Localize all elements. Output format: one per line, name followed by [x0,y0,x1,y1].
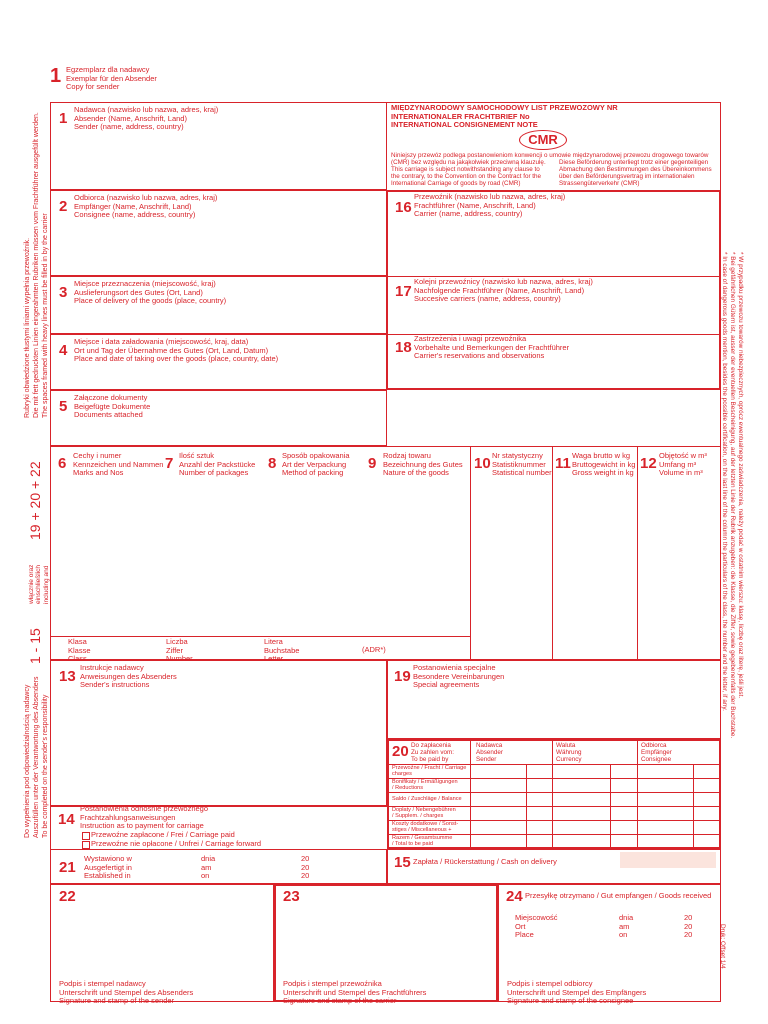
box-24-number: 24 [506,888,523,905]
box-23-carrier-signature[interactable] [274,884,498,1006]
box-11-label: Waga brutto w kg Bruttogewicht in kg Gross weight in kg [572,451,636,478]
box-5-documents-attached[interactable] [50,390,387,446]
right-note-pl: * W przypadku przewozu towarów niebezpiecznych, oprócz ewentualnego zaświadczenia, należy podać w ostatnim wierszu: klasę, liczbę oraz literę, jeśli jest. [737,252,744,699]
box-8-label: Sposób opakowania Art der Verpackung Method of packing [282,451,350,478]
box-10-label: Nr statystyczny Statistiknummer Statistical number [492,451,552,478]
box-2-label: Odbiorca (nazwisko lub nazwa, adres, kraj) Empfänger (Name, Anschrift, Land) Consignee (name, address, country) [74,193,218,220]
header [387,102,721,190]
box-18-carrier-reservations[interactable] [387,334,721,390]
box-5-number: 5 [59,398,68,415]
divider [50,636,470,637]
divider [637,739,638,849]
box-20-col-currency: Waluta Währung Currency [556,742,582,763]
margin-including: włącznie oraz einschließlich including and [28,564,50,604]
box-4-label: Miejsce i data załadowania (miejscowość, kraj, data) Ort und Tag der Übernahme des Gutes (Ort, Land, Datum) Place and date of taking over the goods (place, country, date) [74,337,279,364]
form-title: MIĘDZYNARODOWY SAMOCHODOWY LIST PRZEWOZOWY NR INTERNATIONALER FRACHTBRIEF No INTERNATIONAL CONSIGNEMENT NOTE [391,103,618,130]
divider [470,446,471,660]
margin-range-1-15: 1 - 15 [27,628,43,664]
box-24-year-label: 20 20 20 [684,913,693,940]
box-22-number: 22 [59,888,76,905]
box-24-date-label: dnia am on [619,913,634,940]
box-6-number: 6 [58,455,67,472]
margin-note-sender-pl: Do wypełnienia pod odpowiedzialnością nadawcy [24,684,31,838]
box-1-sender[interactable] [50,102,387,190]
box-13-sender-instructions[interactable] [50,660,387,806]
box-21-year-label: 20 20 20 [301,854,310,881]
box-17-label: Kolejni przewoźnicy (nazwisko lub nazwa, adres, kraj) Nachfolgende Frachtführer (Name, Anschrift, Land) Succesive carriers (name, address, country) [414,277,593,304]
box-18-label: Zastrzeżenia i uwagi przewoźnika Vorbehalte und Bemerkungen der Frachtführer Carrier's reservations and observations [414,334,570,361]
box-20-row-reductions: Bonifikaty / Ermäßigungen / Reductions [392,779,458,792]
box-12-number: 12 [640,455,657,472]
box-17-number: 17 [395,283,412,300]
margin-note-carrier-pl: Rubryki obwiedzione tłustymi liniami wypełnia przewoźnik. [24,237,31,418]
box-3-label: Miejsce przeznaczenia (miejscowość, kraj) Auslieferungsort des Gutes (Ort, Land) Place of delivery of the goods (place, country) [74,279,227,306]
carriage-forward-checkbox[interactable] [82,841,90,849]
box-16-number: 16 [395,199,412,216]
divider [552,446,553,660]
box-20-row-carriage: Przewoźne / Fracht / Carriage charges [392,765,467,778]
box-10-number: 10 [474,455,491,472]
box-7-number: 7 [165,455,174,472]
box-24-label: Przesyłkę otrzymano / Gut empfangen / Goods received [525,891,712,900]
divider [610,764,611,849]
box-4-place-date-taking-over[interactable] [50,334,387,390]
box-20-row-miscellaneous: Koszty dodatkowe / Sonst- stiges / Miscellaneous + [392,821,459,834]
box-20-col-consignee: Odbiorca Empfänger Consignee [641,742,672,763]
box-24-signature-label: Podpis i stempel odbiorcy Unterschrift und Stempel des Empfängers Signature and stamp of the consignee [507,979,647,1006]
margin-range-19-20-22: 19 + 20 + 22 [27,461,43,540]
box-15-number: 15 [394,854,411,871]
divider [637,446,638,660]
box-16-carrier[interactable] [387,190,721,276]
box-8-number: 8 [268,455,277,472]
box-21-established[interactable] [50,849,387,884]
box-18-number: 18 [395,339,412,356]
box-7-label: Ilość sztuk Anzahl der Packstücke Number of packages [179,451,256,478]
divider [552,739,553,849]
divider [470,739,471,849]
box-21-number: 21 [59,859,76,876]
box-4-number: 4 [59,342,68,359]
box-21-date-label: dnia am on [201,854,216,881]
box-1-label: Nadawca (nazwisko lub nazwa, adres, kraj) Absender (Name, Anschrift, Land) Sender (name, address, country) [74,105,219,132]
adr-number-label: Liczba Ziffer Number [166,637,193,664]
copy-label: Egzemplarz dla nadawcy Exemplar für den Absender Copy for sender [66,65,157,92]
box-9-number: 9 [368,455,377,472]
box-23-label: Podpis i stempel przewoźnika Unterschrift und Stempel des Frachtführers Signature and stamp of the carrier [283,979,427,1006]
box-24-goods-received[interactable] [498,884,721,1006]
margin-note-sender-de: Auszufüllen unter der Verantwortung des Absenders [33,676,40,838]
box-6-label: Cechy i numer Kennzeichen und Nammen Marks and Nos [73,451,164,478]
box-11-number: 11 [555,455,571,472]
box-22-sender-signature[interactable] [50,884,274,1006]
carriage-paid-checkbox[interactable] [82,832,90,840]
box-1-number: 1 [59,110,68,127]
cod-amount-field[interactable] [620,852,716,868]
right-note-de: * Bei gefährlichen Gütern ist, ausser der eventuellen Bescheinigung, auf der letzten Linie der Rubrik anzugeben: die Klasse, die Ziffer, sowie gegebenenfalls der Buchstabe. [729,252,736,739]
divider [387,792,721,793]
box-20-label: Do zapłacenia Zu zahlen vom: To be paid by [411,742,455,763]
carriage-forward-label: Przewoźne nie opłacone / Unfrei / Carriage forward [91,839,262,848]
carriage-paid-label: Przewoźne zapłacone / Frei / Carriage paid [91,830,235,839]
adr-letter-label: Litera Buchstabe Letter [264,637,300,664]
box-5-label: Załączone dokumenty Beigefügte Dokumente Documents attached [74,393,151,420]
convention-note-de: Diese Beförderung unterliegt trotz einer gegenteiligen Abmachung den Bestimmungen des Übereinkommens über den Beförderungsvertrag im internationalen Strassengüterverkehr (CMR) [559,159,712,187]
margin-note-carrier-de: Die mit fett gedruckten Linien eingerahmten Rubriken müssen vom Frachtführer ausgefüllt werden. [33,112,40,418]
margin-note-carrier-en: The spaces framed with heavy lines must be filled in by the carrier [42,213,49,418]
box-19-number: 19 [394,668,411,685]
box-3-place-of-delivery[interactable] [50,276,387,334]
divider [526,764,527,849]
box-15-cash-on-delivery[interactable] [387,849,721,884]
box-20-number: 20 [392,743,409,760]
adr-class-label: Klasa Klasse Class [68,637,91,664]
box-21-label: Wystawiono w Ausgefertigt in Established in [84,854,132,881]
box-9-label: Rodzaj towaru Bezeichnung des Gutes Nature of the goods [383,451,463,478]
box-24-place-label: Miejscowość Ort Place [515,913,558,940]
box-20-row-total: Razem / Gesamtsumme / Total to be paid [392,835,453,848]
divider [693,764,694,849]
box-3-number: 3 [59,284,68,301]
print-code: Druk: Offset 1/4 [719,924,726,969]
box-20-row-balance: Saldo / Zuschläge / Balance [392,796,462,802]
copy-number: 1 [50,65,62,87]
right-note-en: * In case of dangerous goods mention, besides the possible certification, on the last line of the column the particulars of the class, the number and the letter, if any. [721,252,728,711]
box-23-number: 23 [283,888,300,905]
box-2-consignee[interactable] [50,190,387,276]
box-17-successive-carriers[interactable] [387,276,721,334]
box-22-label: Podpis i stempel nadawcy Unterschrift und Stempel des Absenders Signature and stamp of the sender [59,979,194,1006]
convention-note-pl-en: Niniejszy przewóz podlega postanowieniom konwencji o umowie międzynarodowej przewozu drogowego towarów (CMR) bez względu na jakąkolwiek przeciwną klauzulę. This carriage is subject notwithstanding any clause to the contrary, to the Convention on the Contract for the International Carriage of goods by road (CMR) [391,152,709,187]
goods-section[interactable] [50,446,721,660]
box-19-special-agreements[interactable] [387,660,721,739]
cmr-logo: CMR [519,130,567,150]
box-16-label: Przewoźnik (nazwisko lub nazwa, adres, kraj) Frachtführer (Name, Anschrift, Land) Carrier (name, address, country) [414,192,566,219]
box-19-label: Postanowienia specjalne Besondere Vereinbarungen Special agreements [413,663,505,690]
box-14-label: Postanowienia odnośnie przewoźnego Frachtzahlungsanweisungen Instruction as to payment for carriage [80,804,209,831]
box-13-number: 13 [59,668,76,685]
box-20-col-sender: Nadawca Absender Sender [476,742,503,763]
box-20-row-supplements: Dopłaty / Nebengebühren / Supplem. / charges [392,807,456,820]
box-13-label: Instrukcje nadawcy Anweisungen des Absenders Sender's instructions [80,663,177,690]
box-2-number: 2 [59,198,68,215]
box-14-number: 14 [58,811,75,828]
margin-note-sender-en: To be completed on the sender's responsibility [42,694,49,838]
box-15-label: Zapłata / Rückerstattung / Cash on delivery [413,857,557,866]
box-12-label: Objętość w m³ Umfang m³ Volume in m³ [659,451,707,478]
adr-label: (ADR*) [362,645,386,654]
